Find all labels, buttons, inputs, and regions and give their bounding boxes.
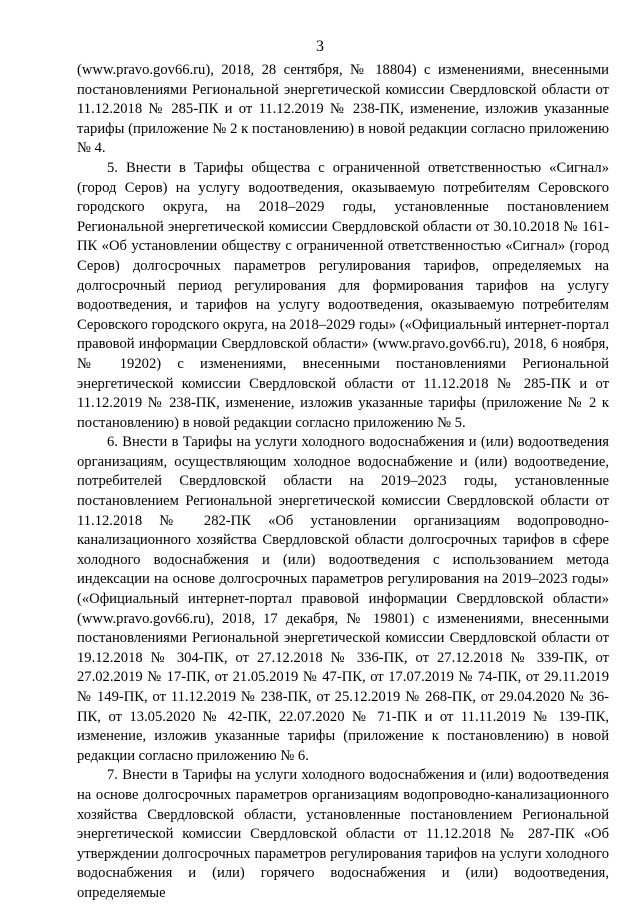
- page-number: 3: [316, 38, 324, 55]
- paragraph-item-5: 5. Внести в Тарифы общества с ограниченной ответственностью «Сигнал» (город Серов) на услугу водоотведения, оказываемую потребителям Серовского городского округа, на 2018–2029 годы, установленные постановлением Региональной энергетической комиссии Свердловской области от 30.10.2018 № 161-ПК «Об установлении обществу с ограниченной ответственностью «Сигнал» (город Серов) долгосрочных параметров регулирования тарифов, определяемых на долгосрочный период регулирования для формирования тарифов на услугу водоотведения, и тарифов на услугу водоотведения, оказываемую потребителям Серовского городского округа, на 2018–2029 годы» («Официальный интернет-портал правовой информации Свердловской области» (www.pravo.gov66.ru), 2018, 6 ноября, № 19202) с изменениями, внесенными постановлениями Региональной энергетической комиссии Свердловской области от 11.12.2018 № 285-ПК и от 11.12.2019 № 238-ПК, изменение, изложив указанные тарифы (приложение № 2 к постановлению) в новой редакции согласно приложению № 5.: [77, 159, 609, 431]
- paragraph-item-7: 7. Внести в Тарифы на услуги холодного водоснабжения и (или) водоотведения на основе долгосрочных параметров организациям водопроводно-канализационного хозяйства Свердловской области, установленные постановлением Региональной энергетической комиссии Свердловской области от 11.12.2018 № 287-ПК «Об утверждении долгосрочных параметров регулирования тарифов на услуги холодного водоснабжения и (или) горячего водоснабжения и (или) водоотведения, определяемые: [77, 767, 609, 901]
- paragraph-item-6: 6. Внести в Тарифы на услуги холодного водоснабжения и (или) водоотведения организациям, осуществляющим холодное водоснабжение и (или) водоотведение, потребителей Свердловской области на 2019–2023 годы, установленные постановлением Региональной энергетической комиссии Свердловской области от 11.12.2018 № 282-ПК «Об установлении организациям водопроводно-канализационного хозяйства Свердловской области долгосрочных тарифов в сфере холодного водоснабжения и (или) водоотведения с использованием метода индексации на основе долгосрочных параметров регулирования на 2019–2023 годы» («Официальный интернет-портал правовой информации Свердловской области» (www.pravo.gov66.ru), 2018, 17 декабря, № 19801) с изменениями, внесенными постановлениями Региональной энергетической комиссии Свердловской области от 19.12.2018 № 304-ПК, от 27.12.2018 № 336-ПК, от 27.12.2018 № 339-ПК, от 27.02.2019 № 17-ПК, от 21.05.2019 № 47-ПК, от 17.07.2019 № 74-ПК, от 29.11.2019 № 149-ПК, от 11.12.2019 № 238-ПК, от 25.12.2019 № 268-ПК, от 29.04.2020 № 36-ПК, от 13.05.2020 № 42-ПК, 22.07.2020 № 71-ПК и от 11.11.2019 № 139-ПК, изменение, изложив указанные тарифы (приложение к постановлению) в новой редакции согласно приложению № 6.: [77, 434, 609, 764]
- document-body: [77, 61, 609, 904]
- paragraph-continuation: (www.pravo.gov66.ru), 2018, 28 сентября, № 18804) с изменениями, внесенными постановлениями Региональной энергетической комиссии Свердловской области от 11.12.2018 № 285-ПК и от 11.12.2019 № 238-ПК, изменение, изложив указанные тарифы (приложение № 2 к постановлению) в новой редакции согласно приложению № 4.: [77, 62, 609, 157]
